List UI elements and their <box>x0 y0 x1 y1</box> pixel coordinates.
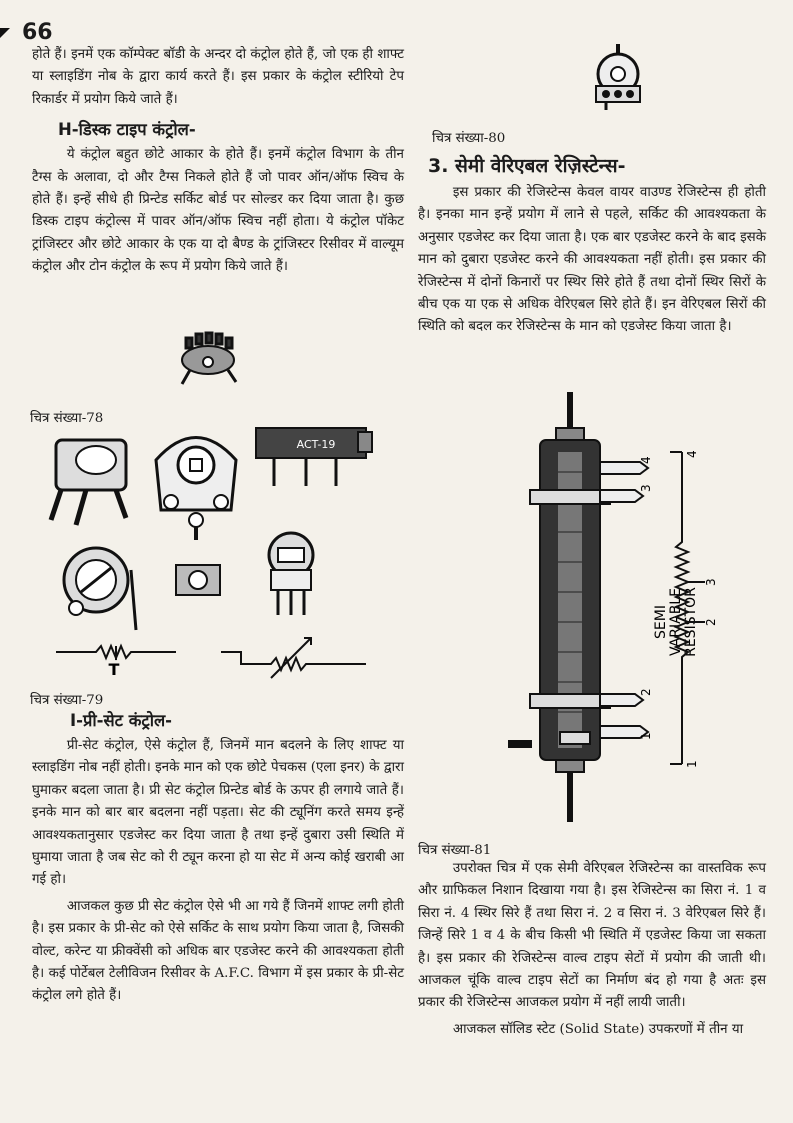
preset-pot-3 <box>64 548 136 630</box>
page-number: 66 <box>22 20 53 45</box>
preset-controls-figure <box>36 420 376 680</box>
multiturn-trimmer <box>256 428 372 486</box>
right-column-lower <box>418 858 766 1045</box>
right-column <box>418 146 766 343</box>
figure-79-caption: चित्र संख्या-79 <box>30 693 104 708</box>
terminal-1-label: 1 <box>639 732 653 740</box>
symbol-terminal-2: 2 <box>704 618 718 626</box>
trimmer-label: ACT-19 <box>296 438 336 451</box>
terminal-3-label: 3 <box>639 484 653 492</box>
resistor-label-line-3: RESISTOR <box>683 587 699 657</box>
figure-80-pot <box>588 42 648 112</box>
figure-80-caption: चित्र संख्या-80 <box>432 131 506 146</box>
resistor-label-line-2: VARIABLE <box>668 588 684 656</box>
description-paragraph: उपरोक्त चित्र में एक सेमी वेरिएबल रेजिस्टेन्स का वास्तविक रूप और ग्राफिकल निशान दिखाया गया है। इस रेजिस्टेन्स का सिरा नं. 1 व सिरा नं. 4 स्थिर सिरे हैं तथा सिरा नं. 2 व सिरा नं. 3 वेरिएबल सिरे हैं। जिन्हें सिरे 1 व 4 के बीच किसी भी स्थिति में एडजेस्ट किया जा सकता है। इस प्रकार की रेजिस्टेन्स वाल्व टाइप सेटों में प्रयोग की जाती थी। आजकल चूंकि वाल्व टाइप सेटों का निर्माण बंद हो गया है अतः इस प्रकार की रेजिस्टेन्स आजकल प्रयोग में नहीं लायी जाती। <box>418 861 766 1011</box>
preset-heading: I-प्री-सेट कंट्रोल- <box>70 711 173 730</box>
symbol-t-label: T <box>108 660 120 679</box>
preset-symbol-2 <box>221 638 366 678</box>
disc-control-figure <box>168 330 248 390</box>
left-column <box>32 44 404 283</box>
resistor-label-line-1: SEMI <box>653 605 669 639</box>
semi-variable-heading: 3. सेमी वेरिएबल रेज़िस्टेन्स- <box>428 155 626 177</box>
disc-type-paragraph: ये कंट्रोल बहुत छोटे आकार के होते हैं। इनमें कंट्रोल विभाग के तीन टैग्स के अलावा, दो और टैग्स निकले होते हैं जो पावर ऑन/ऑफ स्विच के होते हैं। इन्हें सीधे ही प्रिन्टेड सर्किट बोर्ड पर सोल्डर कर दिया जाता है। कुछ डिस्क टाइप कंट्रोल्स में पावर ऑन/ऑफ स्विच नहीं होता। ये कंट्रोल पॉकेट ट्रांजिस्टर और छोटे आकार के एक या दो बैण्ड के ट्रांजिस्टर रिसीवर में वाल्यूम कंट्रोल और टोन कंट्रोल के रूप में प्रयोग किये जाते हैं। <box>32 147 404 275</box>
semi-variable-resistor-figure <box>500 392 740 832</box>
semi-variable-paragraph: इस प्रकार की रेजिस्टेन्स केवल वायर वाउण्ड रेजिस्टेन्स ही होती है। इनका मान इन्हें प्रयोग में लाने से पहले, सर्किट की आवश्यकता के अनुसार एडजेस्ट कर दिया जाता है। एक बार एडजेस्ट करने के बाद इसके मान को दुबारा एडजेस्ट करने की आवश्यकता नहीं होती। इस प्रकार की रेजिस्टेन्स में दोनों किनारों पर स्थिर सिरे होते हैं तथा दोनों स्थिर सिरों के बीच एक या एक से अधिक वेरिएबल सिरे होते हैं। इन वेरिएबल सिरों की स्थिति को बदल कर रेजिस्टेन्स के मान को एडजेस्ट किया जाता है। <box>418 185 766 335</box>
preset-pot-5 <box>269 533 313 615</box>
preset-symbol-1 <box>56 646 176 660</box>
page-corner-mark <box>0 28 10 38</box>
terminal-2-label: 2 <box>639 688 653 696</box>
preset-pot-1 <box>51 440 126 525</box>
intro-paragraph: होते हैं। इनमें एक कॉम्पेक्ट बॉडी के अन्दर दो कंट्रोल होते हैं, जो एक ही शाफ्ट या स्लाइडिंग नोब के द्वारा कार्य करते हैं। इस प्रकार के कंट्रोल स्टीरियो टेप रिकार्डर में प्रयोग किये जाते हैं। <box>32 47 404 107</box>
preset-paragraph-1: प्री-सेट कंट्रोल, ऐसे कंट्रोल हैं, जिनमें मान बदलने के लिए शाफ्ट या स्लाइडिंग नोब नहीं होती। इनके मान को एक छोटे पेचकस (एला इनर) के द्वारा घुमाकर बदला जाता है। प्री सेट कंट्रोल प्रिन्टेड बोर्ड के ऊपर ही लगाये जाते हैं। इनके मान को बार बार बदलना नहीं पड़ता। सेट की ट्यूनिंग करते समय इन्हें आवश्यकतानुसार एडजेस्ट कर दिया जाता है तथा इन्हें दुबारा उसी स्थिति में घुमाया जाता है जब सेट को री ट्यून करना हो या सेट में अन्य कोई खराबी आ गई हो। <box>32 738 404 888</box>
symbol-terminal-1: 1 <box>685 760 699 768</box>
symbol-terminal-4: 4 <box>685 450 699 458</box>
preset-paragraph-2: आजकल कुछ प्री सेट कंट्रोल ऐसे भी आ गये हैं जिनमें शाफ्ट लगी होती है। इस प्रकार के प्री-सेट को ऐसे सर्किट के साथ प्रयोग किया जाता है, जिसकी वोल्ट, करेन्ट या फ्रीक्वेंसी को अधिक बार एडजेस्ट करने की आवश्यकता होती है। कई पोर्टेबल टेलीविजन रिसीवर के A.F.C. विभाग में इस प्रकार के प्री-सेट कंट्रोल लगे होते हैं। <box>32 898 404 1004</box>
symbol-terminal-3: 3 <box>704 578 718 586</box>
left-column-lower <box>32 708 404 1012</box>
preset-pot-4 <box>176 565 220 595</box>
disc-type-heading: H-डिस्क टाइप कंट्रोल- <box>58 120 196 140</box>
figure-78-caption: चित्र संख्या-78 <box>30 411 104 426</box>
terminal-4-label: 4 <box>639 456 653 464</box>
last-line: आजकल सॉलिड स्टेट (Solid State) उपकरणों में तीन या <box>452 1021 744 1037</box>
figure-81-caption: चित्र संख्या-81 <box>418 843 492 858</box>
preset-pot-2 <box>156 438 236 541</box>
